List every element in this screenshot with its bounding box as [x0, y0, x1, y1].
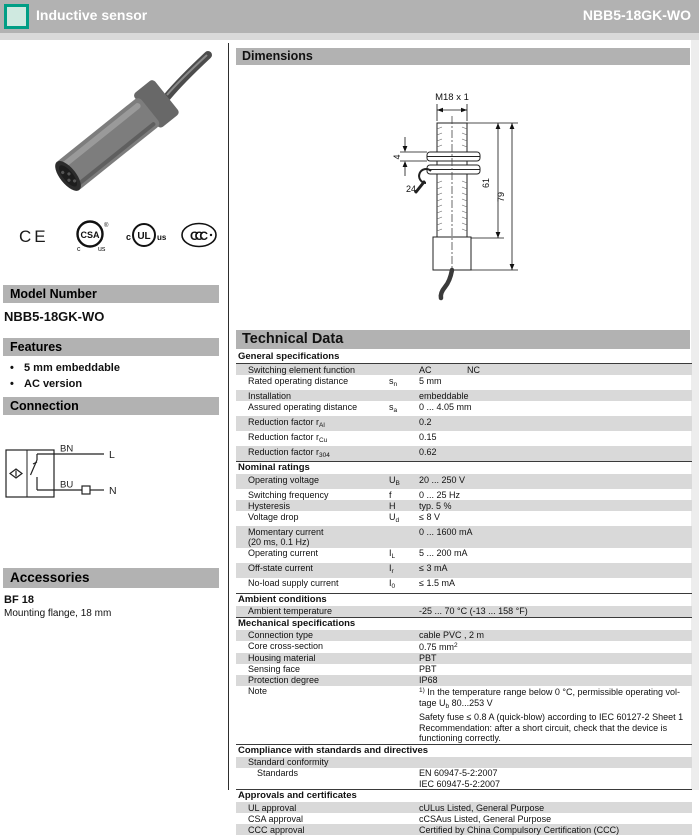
spec-label: Reduction factor $r_{Cu}$	[248, 431, 328, 444]
spec-row	[236, 824, 692, 835]
spec-label: Reduction factor $r_{Al}$	[248, 416, 325, 429]
spec-row	[236, 364, 692, 375]
accessories-heading: Accessories	[3, 568, 219, 588]
model-number-value: NBB5-18GK-WO	[4, 309, 105, 324]
spec-symbol	[389, 606, 419, 617]
spec-row	[236, 768, 692, 790]
spec-symbol: $I_r$	[389, 563, 394, 575]
spec-row	[236, 474, 692, 489]
spec-row	[236, 511, 692, 526]
spec-value: ≤ 1.5 mA	[419, 578, 455, 588]
spec-value	[419, 757, 692, 768]
dimension-drawing	[330, 85, 560, 330]
spec-value: cCSAus Listed, General Purpose	[419, 813, 552, 824]
spec-label: Installation	[248, 390, 292, 401]
spec-row	[236, 489, 692, 500]
spec-row	[236, 375, 692, 390]
svg-text:c: c	[77, 246, 81, 253]
spec-value: -25 ... 70 °C (-13 ... 158 °F)	[419, 606, 528, 616]
header-shadow-strip	[0, 33, 699, 40]
spec-symbol: $I_0$	[389, 578, 396, 590]
spec-label: Momentary current (20 ms, 0.1 Hz)	[248, 526, 324, 547]
product-photo	[5, 45, 217, 217]
spec-label: Sensing face	[248, 664, 301, 674]
spec-label: Note	[248, 686, 268, 696]
accessory-description: Mounting flange, 18 mm	[4, 608, 112, 619]
photo-sensor-body	[47, 79, 180, 198]
feature-item: • AC version	[4, 376, 120, 392]
spec-label: Operating voltage	[248, 474, 320, 485]
spec-row	[236, 578, 692, 593]
spec-symbol	[389, 390, 419, 401]
spec-symbol: H	[389, 500, 396, 511]
spec-symbol	[389, 813, 419, 824]
svg-text:us: us	[98, 246, 106, 253]
spec-row	[236, 431, 692, 446]
spec-label: Standard conformity	[248, 757, 329, 767]
spec-symbol	[389, 446, 419, 461]
connection-heading: Connection	[3, 397, 219, 415]
svg-text:us: us	[157, 233, 167, 242]
spec-symbol	[389, 686, 419, 744]
technical-data-heading: Technical Data	[236, 330, 690, 349]
spec-value: 0.2	[419, 416, 432, 427]
page-title: Inductive sensor	[36, 7, 148, 23]
spec-symbol: f	[389, 489, 392, 500]
ccc-logo	[182, 224, 216, 247]
spec-value: PBT	[419, 664, 437, 674]
thread-label: M18 x 1	[435, 92, 469, 103]
spec-label: CSA approval	[248, 813, 304, 824]
spec-row	[236, 675, 692, 686]
spec-label: Voltage drop	[248, 511, 299, 522]
spec-value: AC	[419, 364, 432, 375]
spec-label: UL approval	[248, 802, 297, 813]
spec-symbol	[389, 431, 419, 446]
spec-value: ≤ 3 mA	[419, 563, 448, 573]
spec-value-2: NC	[467, 364, 480, 375]
spec-label: Housing material	[248, 653, 316, 663]
spec-symbol	[389, 757, 419, 768]
header-bar	[0, 0, 699, 33]
inductive-symbol	[10, 469, 22, 478]
spec-label: Operating current	[248, 548, 319, 558]
features-heading: Features	[3, 338, 219, 356]
wire-label-l: L	[109, 449, 115, 461]
spec-symbol	[389, 630, 419, 641]
section-title: Mechanical specifications	[238, 617, 356, 629]
svg-text:c: c	[126, 232, 132, 242]
svg-text:®: ®	[104, 223, 109, 229]
page-edge	[691, 40, 699, 790]
spec-value: IP68	[419, 675, 438, 685]
dim-79	[471, 123, 518, 270]
spec-symbol	[389, 802, 419, 813]
spec-value: cULus Listed, General Purpose	[419, 802, 545, 813]
svg-text:CCC: CCC	[190, 229, 204, 243]
ul-logo	[126, 224, 167, 246]
dim-61	[467, 123, 518, 238]
spec-value: PBT	[419, 653, 437, 663]
spec-label: Hysteresis	[248, 500, 291, 511]
accessories-list	[4, 594, 111, 620]
spec-value: embeddable	[419, 390, 469, 401]
total-length-label: 79	[496, 191, 506, 203]
spec-row	[236, 664, 692, 675]
spec-value: ≤ 8 V	[419, 511, 440, 522]
wire-label-bn: BN	[60, 443, 74, 455]
spec-symbol: $s_n$	[389, 375, 398, 388]
spec-row	[236, 401, 692, 416]
spec-row	[236, 813, 692, 824]
spec-row	[236, 548, 692, 563]
column-divider	[228, 43, 229, 790]
spec-row	[236, 606, 692, 617]
photo-cable-highlight	[167, 55, 207, 95]
spec-row	[236, 802, 692, 813]
spec-row	[236, 630, 692, 641]
connection-diagram	[4, 444, 139, 504]
spec-row	[236, 526, 692, 548]
spec-symbol	[389, 641, 419, 653]
technical-data-table	[236, 351, 692, 835]
section-title: General specifications	[238, 351, 340, 362]
spec-value: cable PVC , 2 m	[419, 630, 485, 640]
spec-label: No-load supply current	[248, 578, 339, 588]
thread-length-label: 61	[481, 177, 491, 189]
spec-symbol: $s_a$	[389, 401, 398, 414]
spec-row	[236, 653, 692, 664]
spec-symbol	[389, 768, 419, 790]
wire-label-bu: BU	[60, 479, 74, 491]
section-title: Ambient conditions	[238, 593, 327, 605]
spec-value: 5 ... 200 mA	[419, 548, 468, 558]
csa-logo	[77, 222, 109, 254]
fuse-symbol	[82, 486, 90, 494]
section-title: Approvals and certificates	[238, 790, 357, 801]
certification-logos	[5, 218, 219, 254]
model-number-heading: Model Number	[3, 285, 219, 303]
spec-label: Protection degree	[248, 675, 320, 685]
spec-symbol	[389, 824, 419, 835]
spec-label: Off-state current	[248, 563, 313, 573]
feature-item: • 5 mm embeddable	[4, 360, 120, 376]
svg-text:CSA: CSA	[80, 230, 100, 240]
spec-symbol	[389, 416, 419, 431]
dimensions-heading: Dimensions	[236, 48, 690, 65]
spec-value: 20 ... 250 V	[419, 474, 466, 485]
spec-value: typ. 5 %	[419, 500, 452, 511]
spec-row	[236, 500, 692, 511]
spec-symbol	[389, 653, 419, 664]
section-title: Compliance with standards and directives	[238, 744, 429, 756]
spec-symbol	[389, 526, 419, 548]
spec-label: Ambient temperature	[248, 606, 333, 616]
accessory-name: BF 18	[4, 594, 34, 606]
spec-label: Rated operating distance	[248, 375, 349, 386]
nut-thickness-label: 4	[392, 154, 402, 160]
spec-symbol	[389, 364, 419, 375]
spec-value: EN 60947-5-2:2007 IEC 60947-5-2:2007	[419, 768, 501, 789]
wrench-size-label: 24	[405, 184, 417, 194]
spec-row	[236, 686, 692, 744]
header-product-code: NBB5-18GK-WO	[582, 7, 691, 23]
spec-symbol	[389, 664, 419, 675]
spec-row	[236, 416, 692, 431]
ce-logo: CE	[19, 227, 49, 246]
drawing-cable	[441, 270, 452, 298]
spec-row	[236, 757, 692, 768]
spec-row	[236, 446, 692, 461]
switch-symbol	[31, 454, 55, 490]
spec-value: 0.62	[419, 446, 437, 457]
spec-symbol: $I_L$	[389, 548, 396, 560]
svg-text:UL: UL	[137, 231, 151, 242]
spec-label: Switching element function	[248, 364, 356, 375]
section-title: Nominal ratings	[238, 462, 310, 473]
spec-value: $^{1)}$ In the temperature range below 0 °C, permissible operating vol- tage $U_b$ 80...253 V Safety fuse ≤ 0.8 A (quick-blow) according to IEC 60127-2 Sheet 1 Recommendation: after a short circuit, check that the device is functioning correctly.	[419, 687, 684, 743]
spec-symbol	[389, 675, 419, 686]
spec-label: Core cross-section	[248, 641, 324, 651]
spec-label: Switching frequency	[248, 489, 329, 500]
spec-value: 5 mm	[419, 375, 442, 386]
spec-value: 0 ... 1600 mA	[419, 526, 473, 537]
spec-label: Standards	[257, 768, 299, 778]
product-category-icon	[4, 4, 29, 29]
spec-value: 0 ... 4.05 mm	[419, 401, 472, 412]
spec-value: 0.75 $mm^2$	[419, 642, 458, 652]
spec-value: 0 ... 25 Hz	[419, 489, 461, 500]
spec-symbol: $U_B$	[389, 474, 400, 487]
spec-row	[236, 563, 692, 578]
spec-value: 0.15	[419, 431, 437, 442]
features-list	[4, 360, 120, 392]
spec-value: Certified by China Compulsory Certification (CCC)	[419, 824, 620, 835]
spec-label: Reduction factor $r_{304}$	[248, 446, 330, 459]
photo-cable	[167, 55, 208, 97]
spec-label: Assured operating distance	[248, 401, 358, 412]
spec-symbol: $U_d$	[389, 511, 400, 524]
spec-row	[236, 641, 692, 653]
spec-row	[236, 390, 692, 401]
spec-label: CCC approval	[248, 824, 305, 835]
wire-label-n: N	[109, 485, 117, 497]
spec-label: Connection type	[248, 630, 314, 640]
